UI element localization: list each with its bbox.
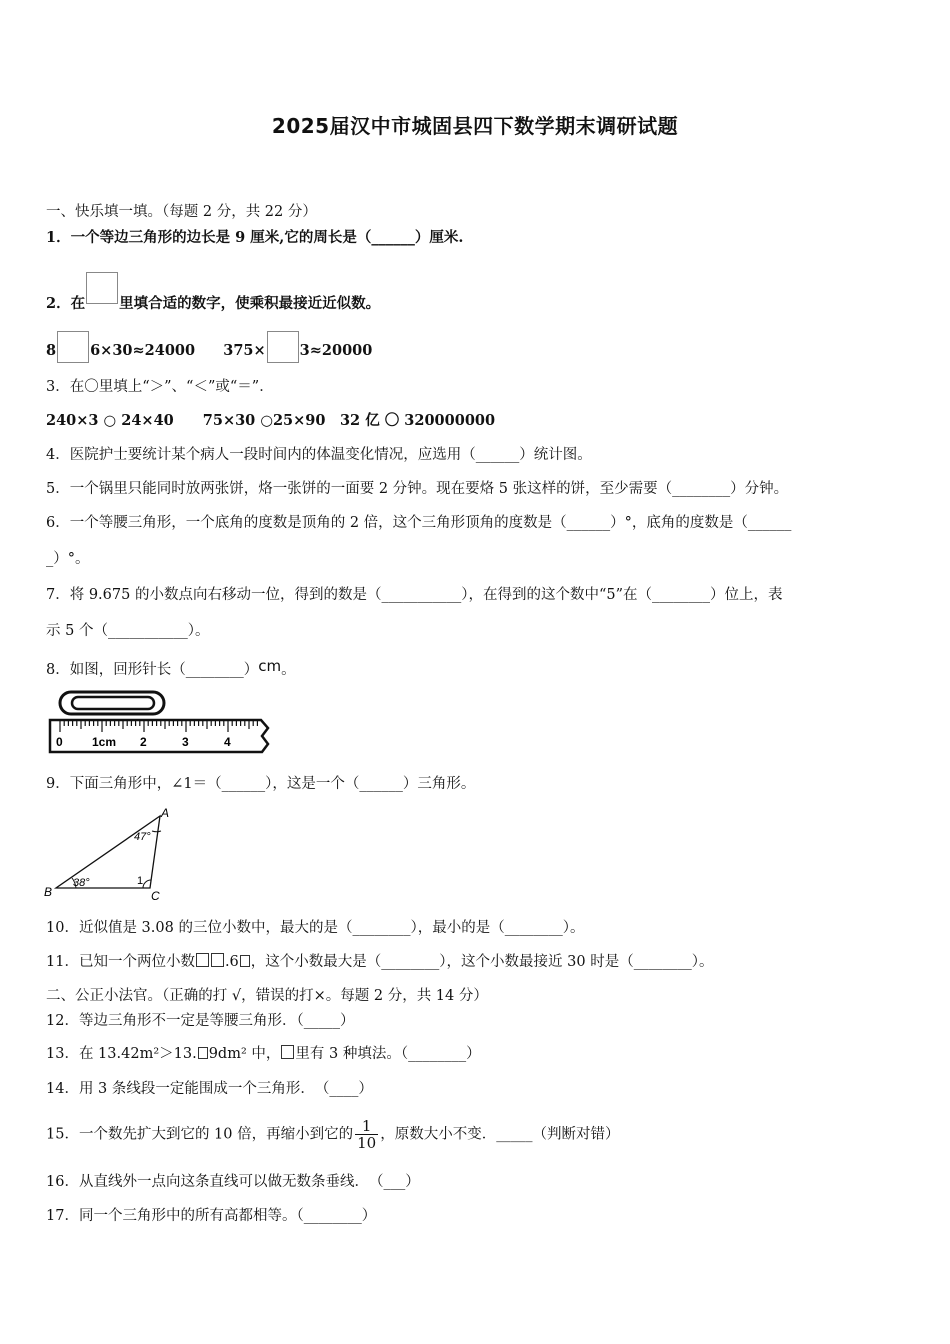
question-8-end: 。 bbox=[281, 662, 296, 678]
question-2-before: 2．在 bbox=[46, 295, 86, 312]
fraction-numerator: 1 bbox=[355, 1118, 378, 1135]
question-13 bbox=[46, 1044, 481, 1064]
question-8 bbox=[46, 656, 296, 680]
answer-box-b[interactable] bbox=[267, 331, 299, 363]
digit-box-13b[interactable] bbox=[281, 1045, 294, 1059]
paperclip-inner bbox=[72, 697, 154, 709]
vertex-b-label: B bbox=[44, 885, 53, 899]
question-6-line2: _）°。 bbox=[46, 551, 90, 567]
angle-b-value: 38° bbox=[73, 877, 90, 889]
question-2-after: 里填合适的数字，使乘积最接近近似数。 bbox=[119, 295, 381, 312]
question-9: 9．下面三角形中，∠1＝（______），这是一个（______）三角形。 bbox=[46, 776, 476, 792]
question-14: 14．用 3 条线段一定能围成一个三角形． （____） bbox=[46, 1081, 373, 1097]
question-2 bbox=[46, 272, 380, 314]
question-7-line2: 示 5 个（___________）。 bbox=[46, 623, 210, 639]
question-8-text: 8．如图，回形针长（________） bbox=[46, 662, 259, 678]
question-10: 10．近似值是 3.08 的三位小数中，最大的是（________），最小的是（________）。 bbox=[46, 920, 585, 936]
question-11-pre: 11．已知一个两位小数 bbox=[46, 954, 195, 970]
ruler-label-0: 0 bbox=[56, 735, 63, 749]
digit-box-3[interactable] bbox=[240, 955, 250, 967]
vertex-c-label: C bbox=[151, 889, 160, 903]
answer-box[interactable] bbox=[86, 272, 118, 304]
question-12: 12．等边三角形不一定是等腰三角形．（_____） bbox=[46, 1013, 355, 1029]
ruler-ticks bbox=[60, 720, 257, 732]
ruler-label-3: 3 bbox=[182, 735, 189, 749]
triangle-abc bbox=[56, 816, 160, 888]
angle-1-value: 1 bbox=[137, 875, 144, 887]
fraction-one-tenth bbox=[355, 1118, 378, 1151]
question-11-mid: .6 bbox=[224, 954, 239, 970]
question-16: 16．从直线外一点向这条直线可以做无数条垂线． （___） bbox=[46, 1174, 420, 1190]
question-11-post: ，这个小数最大是（________），这个小数最接近 30 时是（________）。 bbox=[250, 954, 714, 970]
item-b-suffix: 3≈20000 bbox=[299, 342, 373, 359]
page-title: 2025届汉中市城固县四下数学期末调研试题 bbox=[271, 114, 679, 138]
question-13-pre: 13．在 13.42m²＞13. bbox=[46, 1046, 197, 1062]
paperclip-outer bbox=[60, 692, 164, 714]
fraction-denominator: 10 bbox=[357, 1134, 377, 1152]
question-6-line1: 6．一个等腰三角形，一个底角的度数是顶角的 2 倍，这个三角形顶角的度数是（______）°，底角的度数是（______ bbox=[46, 515, 792, 531]
question-4: 4．医院护士要统计某个病人一段时间内的体温变化情况，应选用（______）统计图。 bbox=[46, 447, 592, 463]
ruler-label-1cm: 1cm bbox=[92, 735, 117, 749]
question-2-items bbox=[46, 331, 372, 363]
answer-box-a[interactable] bbox=[57, 331, 89, 363]
unit-cm: cm bbox=[258, 657, 282, 675]
question-11 bbox=[46, 952, 713, 972]
digit-box-13a[interactable] bbox=[198, 1047, 208, 1059]
question-5: 5．一个锅里只能同时放两张饼，烙一张饼的一面要 2 分钟。现在要烙 5 张这样的饼，至少需要（________）分钟。 bbox=[46, 481, 789, 497]
angle-a-value: 47° bbox=[134, 831, 151, 843]
question-13-post: 里有 3 种填法。（________） bbox=[295, 1046, 481, 1062]
section-2-heading: 二、公正小法官。（正确的打 √，错误的打×。每题 2 分，共 14 分） bbox=[46, 988, 488, 1004]
question-1: 1．一个等边三角形的边长是 9 厘米,它的周长是（______）厘米. bbox=[46, 229, 464, 246]
ruler-label-2: 2 bbox=[140, 735, 147, 749]
vertex-a-label: A bbox=[161, 806, 170, 820]
section-1-heading: 一、快乐填一填。（每题 2 分，共 22 分） bbox=[46, 204, 317, 220]
question-17: 17．同一个三角形中的所有高都相等。（________） bbox=[46, 1208, 377, 1224]
question-15-post: ，原数大小不变．_____（判断对错） bbox=[380, 1126, 620, 1143]
question-15-pre: 15．一个数先扩大到它的 10 倍，再缩小到它的 bbox=[46, 1126, 354, 1143]
ruler-body bbox=[50, 720, 268, 752]
question-7-line1: 7．将 9.675 的小数点向右移动一位，得到的数是（___________），在得到的这个数中“5”在（________）位上，表 bbox=[46, 587, 783, 603]
digit-box-2[interactable] bbox=[211, 953, 224, 967]
item-a-suffix: 6×30≈24000 bbox=[90, 342, 196, 359]
item-a-prefix: 8 bbox=[46, 342, 57, 359]
ruler-label-4: 4 bbox=[224, 735, 231, 749]
question-3-items: 240×3 ○ 24×40 75×30 ○25×90 32 亿 〇 320000000 bbox=[46, 412, 496, 429]
question-15 bbox=[46, 1118, 619, 1151]
triangle-figure bbox=[40, 804, 180, 904]
question-13-mid: 9dm² 中， bbox=[208, 1046, 281, 1062]
angle-a-arc bbox=[152, 831, 161, 832]
item-b-prefix: 375× bbox=[223, 342, 266, 359]
ruler-figure bbox=[46, 688, 276, 758]
question-3: 3．在〇里填上“＞”、“＜”或“＝”． bbox=[46, 379, 274, 395]
digit-box-1[interactable] bbox=[196, 953, 209, 967]
